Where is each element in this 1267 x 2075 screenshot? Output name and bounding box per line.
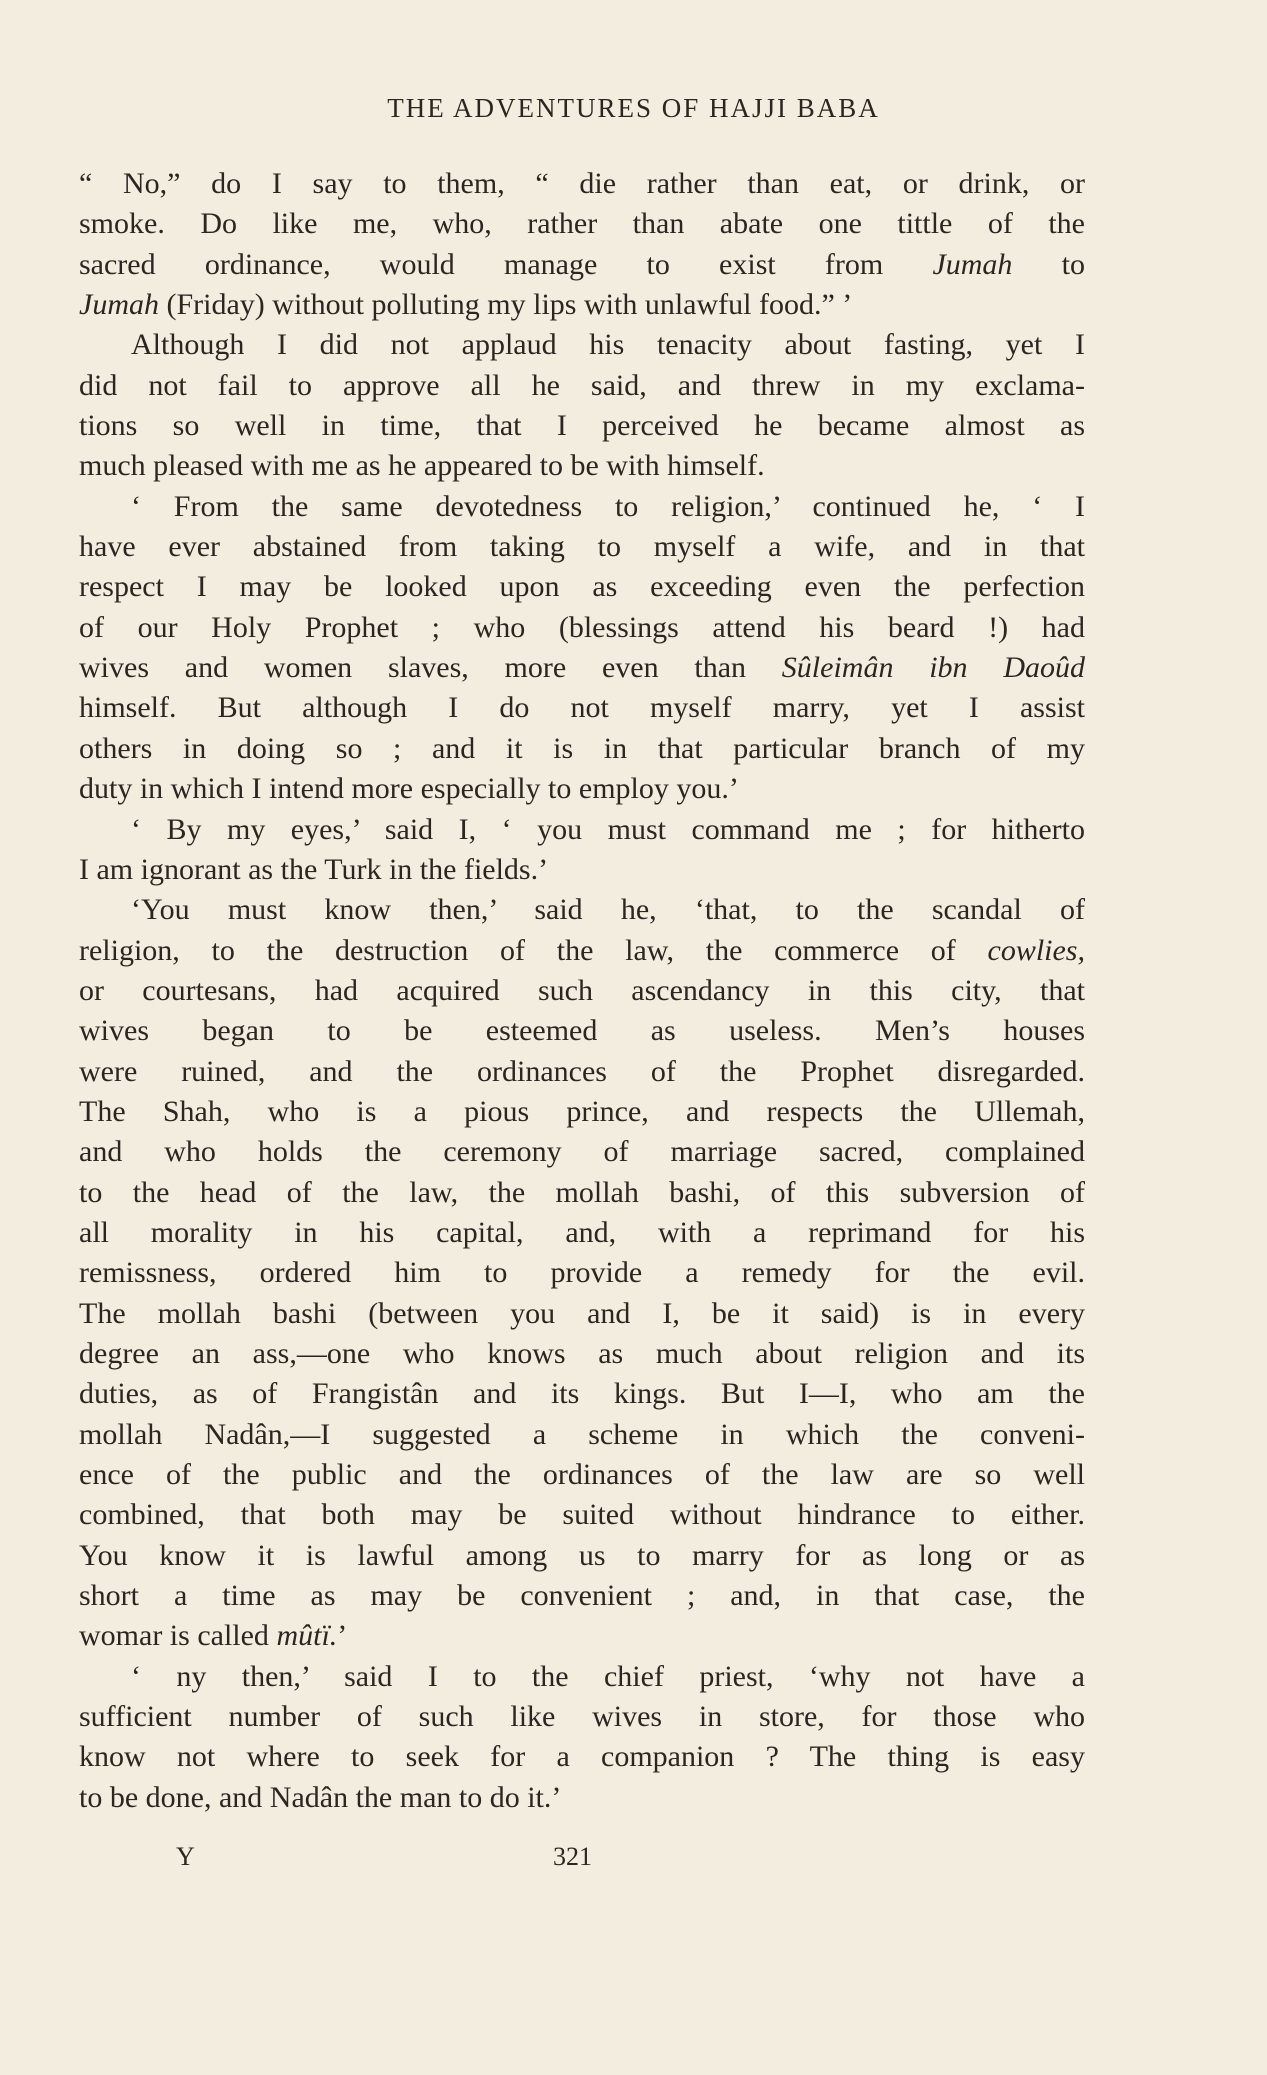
text-run: ‘ ny then,’ said I to the chief priest, ‘why not have a <box>131 1659 1085 1693</box>
text-line <box>79 1455 1085 1495</box>
text-line <box>79 608 1085 648</box>
text-line <box>79 1536 1085 1576</box>
text-line <box>79 1576 1085 1616</box>
text-line <box>79 1374 1085 1414</box>
text-run: The mollah bashi (between you and I, be it said) is in every <box>79 1296 1085 1330</box>
text-line <box>79 1213 1085 1253</box>
text-run: much pleased with me as he appeared to be with himself. <box>79 449 765 483</box>
text-run: religion, to the destruction of the law, the commerce of <box>79 933 988 967</box>
text-run: of our Holy Prophet ; who (blessings attend his beard !) had <box>79 610 1085 644</box>
text-line <box>79 971 1085 1011</box>
text-run: mollah Nadân,—I suggested a scheme in which the conveni- <box>79 1417 1085 1451</box>
text-run: and who holds the ceremony of marriage sacred, complained <box>79 1135 1085 1169</box>
text-line <box>79 850 1085 890</box>
text-run: ‘You must know then,’ said he, ‘that, to the scandal of <box>131 893 1085 927</box>
body-text <box>79 164 1085 1818</box>
text-run: The Shah, who is a pious prince, and respects the Ullemah, <box>79 1094 1085 1128</box>
text-run: to be done, and Nadân the man to do it.’ <box>79 1780 562 1814</box>
text-line <box>79 729 1085 769</box>
text-line <box>79 1415 1085 1455</box>
text-run: others in doing so ; and it is in that particular branch of my <box>79 731 1085 765</box>
text-line <box>79 1253 1085 1293</box>
text-line <box>79 1778 1085 1818</box>
text-line <box>79 1092 1085 1132</box>
text-run: to <box>1012 247 1085 281</box>
text-line <box>79 1697 1085 1737</box>
text-line <box>79 810 1085 850</box>
text-line <box>79 1334 1085 1374</box>
text-run: sufficient number of such like wives in store, for those who <box>79 1700 1085 1734</box>
text-run: duties, as of Frangistân and its kings. But I—I, who am the <box>79 1377 1085 1411</box>
italic-term: Jumah <box>932 247 1013 281</box>
text-run: were ruined, and the ordinances of the Prophet disregarded. <box>79 1054 1085 1088</box>
text-line <box>79 245 1085 285</box>
text-run: ence of the public and the ordinances of the law are so well <box>79 1458 1085 1491</box>
running-head: THE ADVENTURES OF HAJJI BABA <box>387 93 880 123</box>
text-line <box>79 1052 1085 1092</box>
text-run: to the head of the law, the mollah bashi, of this subversion of <box>79 1175 1085 1209</box>
text-run: or courtesans, had acquired such ascendancy in this city, that <box>79 973 1085 1007</box>
text-line <box>79 204 1085 244</box>
text-run: ’ <box>337 1619 348 1653</box>
italic-term: mûtï. <box>276 1619 338 1653</box>
text-run: wives and women slaves, more even than <box>79 651 782 685</box>
text-line <box>79 285 1085 325</box>
signature-mark: Y <box>176 1842 195 1871</box>
text-line <box>79 164 1085 204</box>
text-line <box>79 931 1085 971</box>
text-line <box>79 1011 1085 1051</box>
text-run: (Friday) without polluting my lips with unlawful food.” ’ <box>158 288 853 322</box>
text-line <box>79 366 1085 406</box>
text-run: himself. But although I do not myself marry, yet I assist <box>79 691 1085 725</box>
text-run: ‘ From the same devotedness to religion,’ continued he, ‘ I <box>131 489 1085 523</box>
italic-term: Jumah <box>79 288 159 322</box>
text-run: duty in which I intend more especially to employ you.’ <box>79 772 739 806</box>
text-line <box>79 648 1085 688</box>
text-line <box>79 406 1085 446</box>
text-run: “ No,” do I say to them, “ die rather than eat, or drink, or <box>79 167 1085 200</box>
text-run: Although I did not applaud his tenacity about fasting, yet I <box>131 328 1085 362</box>
text-run: did not fail to approve all he said, and threw in my exclama- <box>79 368 1085 402</box>
text-run: sacred ordinance, would manage to exist from <box>79 247 933 281</box>
text-line <box>79 487 1085 527</box>
italic-term: cowlies, <box>987 933 1085 967</box>
text-line <box>79 1495 1085 1535</box>
text-run: You know it is lawful among us to marry for as long or as <box>79 1538 1085 1572</box>
text-run: respect I may be looked upon as exceeding even the perfection <box>79 570 1085 604</box>
text-line <box>79 446 1085 486</box>
text-line <box>79 890 1085 930</box>
text-line <box>79 567 1085 607</box>
text-run: combined, that both may be suited without hindrance to either. <box>79 1498 1085 1532</box>
text-run: wives began to be esteemed as useless. Men’s houses <box>79 1014 1085 1048</box>
text-line <box>79 325 1085 365</box>
text-run: all morality in his capital, and, with a reprimand for his <box>79 1215 1085 1249</box>
text-line <box>79 688 1085 728</box>
page-footer <box>0 1842 1267 1878</box>
text-line <box>79 1616 1085 1656</box>
italic-term: Sûleimân ibn Daoûd <box>781 651 1085 685</box>
text-line <box>79 769 1085 809</box>
text-run: smoke. Do like me, who, rather than abate one tittle of the <box>79 207 1085 241</box>
page-number: 321 <box>553 1842 592 1871</box>
text-run: degree an ass,—one who knows as much about religion and its <box>79 1336 1085 1370</box>
text-run: I am ignorant as the Turk in the fields.’ <box>79 852 549 886</box>
text-run: womar is called <box>79 1619 277 1653</box>
text-line <box>79 1294 1085 1334</box>
text-line <box>79 1657 1085 1697</box>
text-run: remissness, ordered him to provide a remedy for the evil. <box>79 1256 1085 1290</box>
text-run: tions so well in time, that I perceived he became almost as <box>79 409 1085 443</box>
text-line <box>79 1737 1085 1777</box>
text-line <box>79 1132 1085 1172</box>
text-run: short a time as may be convenient ; and, in that case, the <box>79 1579 1085 1613</box>
text-line <box>79 1173 1085 1213</box>
text-run: have ever abstained from taking to myself a wife, and in that <box>79 530 1085 564</box>
text-line <box>79 527 1085 567</box>
text-run: know not where to seek for a companion ? The thing is easy <box>79 1740 1085 1774</box>
text-run: ‘ By my eyes,’ said I, ‘ you must command me ; for hitherto <box>131 812 1085 846</box>
